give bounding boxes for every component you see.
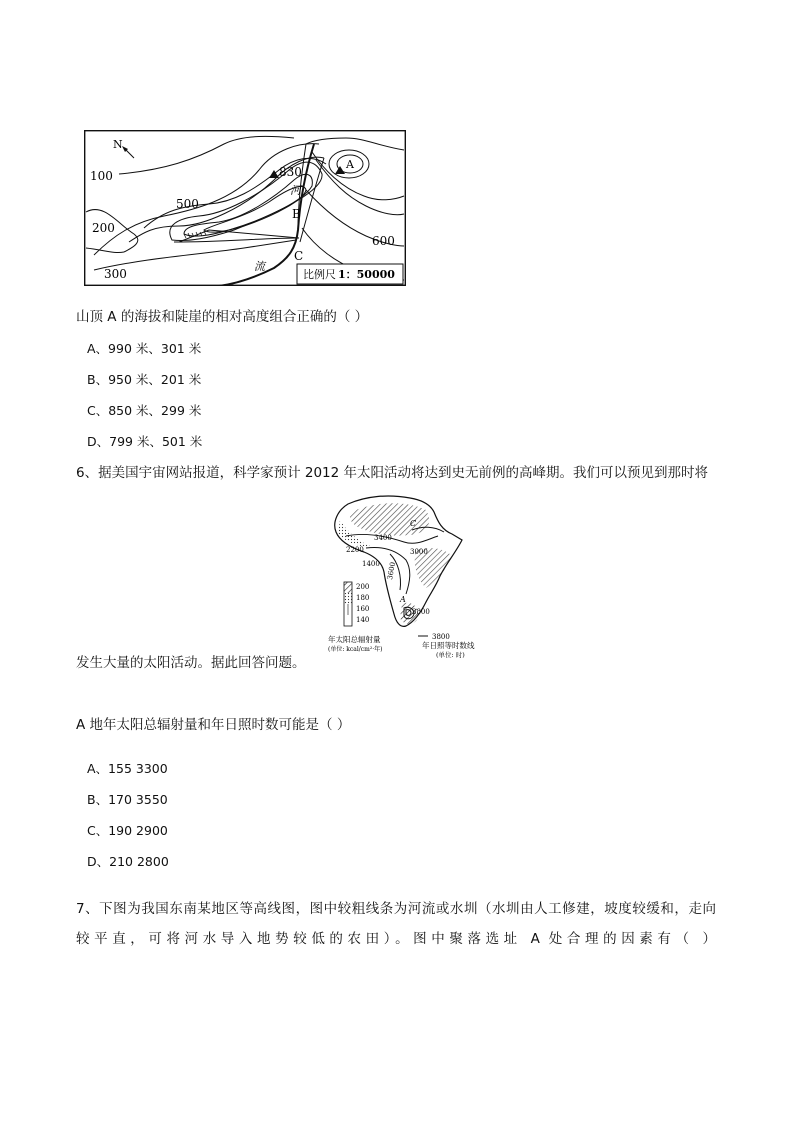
contour-label-300: 300 [104, 267, 127, 281]
legend-value-200: 200 [356, 583, 370, 591]
q6-option-b[interactable]: B、170 3550 [87, 792, 168, 807]
map2-label-c: C [410, 519, 417, 528]
q6-stem: A 地年太阳总辐射量和年日照时数可能是（ ） [76, 717, 351, 733]
q5-option-a[interactable]: A、990 米、301 米 [87, 341, 202, 356]
q5-option-c[interactable]: C、850 米、299 米 [87, 403, 202, 418]
contour-label-500: 500 [176, 197, 199, 211]
legend-sunshine-unit: (单位: 时) [436, 651, 465, 659]
q5-option-d[interactable]: D、799 米、501 米 [87, 434, 203, 449]
isoline-label-1400: 1400 [362, 560, 380, 568]
contour-map [84, 130, 406, 286]
scale-value: 1：50000 [338, 268, 395, 281]
isoline-label-3000: 3000 [410, 548, 428, 556]
isoline-label-2200: 2200 [346, 546, 364, 554]
river-char-liu: 流 [254, 260, 265, 273]
point-label-b: B [292, 207, 301, 221]
legend-radiation-unit: (单位: kcal/cm²·年) [328, 646, 383, 653]
map2-label-a: A [400, 595, 406, 604]
contour-label-830: 830 [279, 165, 302, 179]
q7-line1: 7、下图为我国东南某地区等高线图，图中较粗线条为河流或水圳（水圳由人工修建，坡度较缓和，走向 [76, 901, 716, 917]
q6-option-c[interactable]: C、190 2900 [87, 823, 168, 838]
isoline-label-3600: 3600 [386, 561, 398, 581]
isoline-label-3800: 3800 [412, 608, 430, 616]
q6-option-a[interactable]: A、155 3300 [87, 761, 168, 776]
river-char-he: 河 [290, 184, 301, 197]
q6-option-d[interactable]: D、210 2800 [87, 854, 169, 869]
q6-intro-line2: 发生大量的太阳活动。据此回答问题。 [76, 655, 306, 671]
africa-solar-map [326, 490, 476, 666]
contour-label-100: 100 [90, 169, 113, 183]
radiation-legend [344, 582, 369, 626]
q6-intro-line1: 6、据美国宇宙网站报道，科学家预计 2012 年太阳活动将达到史无前例的高峰期。我们可以预见到那时将 [76, 465, 709, 481]
legend-value-140: 140 [356, 616, 370, 624]
point-label-a: A [346, 158, 354, 171]
contour-label-600: 600 [372, 234, 395, 248]
legend-radiation-title: 年太阳总辐射量 [328, 635, 381, 644]
legend-sunshine-title: 年日照等时数线 [422, 641, 475, 650]
legend-value-180: 180 [356, 594, 370, 602]
contour-label-200: 200 [92, 221, 115, 235]
scale-label: 比例尺 [303, 268, 336, 281]
q7-line2: 较平直，可将河水导入地势较低的农田）。图中聚落选址 A 处合理的因素有（ ） [76, 931, 716, 947]
q5-stem: 山顶 A 的海拔和陡崖的相对高度组合正确的（ ） [76, 309, 369, 325]
q5-option-b[interactable]: B、950 米、201 米 [87, 372, 202, 387]
north-label: N [113, 138, 123, 151]
legend-sunshine-sample: 3800 [432, 633, 450, 641]
isoline-label-3400: 3400 [374, 534, 392, 542]
legend-value-160: 160 [356, 605, 370, 613]
point-label-c: C [294, 249, 304, 263]
